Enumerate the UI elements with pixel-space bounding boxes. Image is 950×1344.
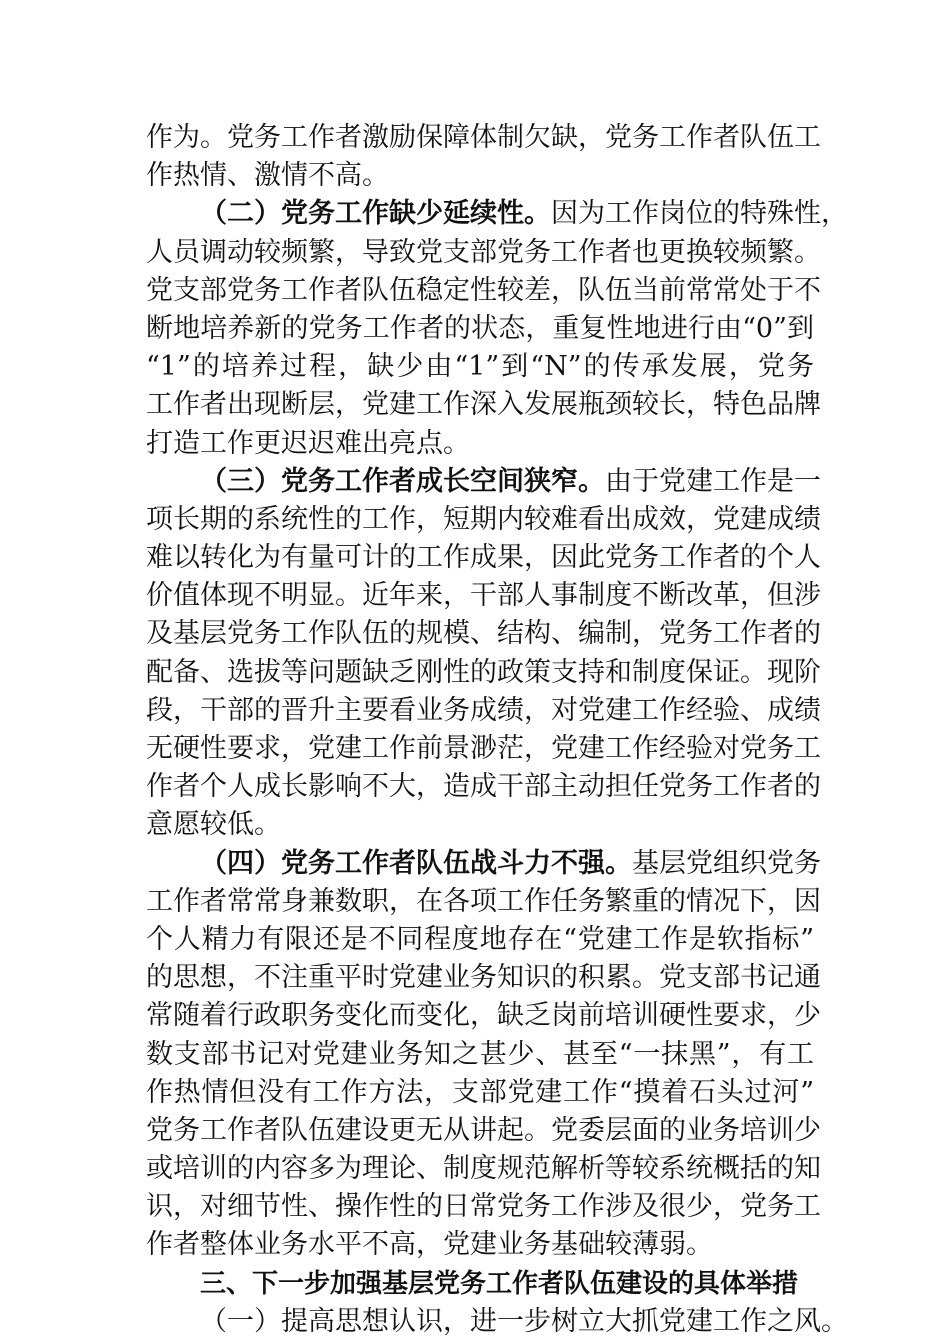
text-line: “1”的培养过程，缺少由“1”到“N”的传承发展，党务 — [146, 351, 814, 383]
text-line: 打造工作更迟迟难出亮点。 — [146, 427, 470, 459]
text-line: 作者整体业务水平不高，党建业务基础较薄弱。 — [146, 1229, 713, 1261]
text-line: 作者个人成长影响不大，造成干部主动担任党务工作者的 — [146, 771, 821, 803]
text-line: 段，干部的晋升主要看业务成绩，对党建工作经验、成绩 — [146, 694, 821, 726]
paragraph-continuation — [146, 119, 821, 195]
paragraph-growth-space — [146, 463, 821, 845]
paragraph-continuity — [146, 195, 848, 462]
text-line: 人员调动较频繁，导致党支部党务工作者也更换较频繁。 — [146, 236, 821, 268]
text-line: 作热情但没有工作方法，支部党建工作“摸着石头过河” — [146, 1076, 814, 1108]
text-line: 意愿较低。 — [146, 809, 281, 841]
paragraph-first-line — [146, 195, 848, 233]
paragraph-heading: （二）党务工作缺少延续性。 — [200, 198, 551, 230]
text-line: 或培训的内容多为理论、制度规范解析等较系统概括的知 — [146, 1153, 821, 1185]
paragraph-heading: （四）党务工作者队伍战斗力不强。 — [200, 847, 632, 879]
text-line: 项长期的系统性的工作，短期内较难看出成效，党建成绩 — [146, 503, 821, 535]
text-line: 党务工作者队伍建设更无从讲起。党委层面的业务培训少 — [146, 1114, 821, 1146]
text-line: 的思想，不注重平时党建业务知识的积累。党支部书记通 — [146, 962, 821, 994]
text-line: 常随着行政职务变化而变化，缺乏岗前培训硬性要求，少 — [146, 1000, 821, 1032]
text-line: 断地培养新的党务工作者的状态，重复性地进行由“0”到 — [146, 312, 814, 344]
text-line: 价值体现不明显。近年来，干部人事制度不断改革，但涉 — [146, 580, 821, 612]
text-line: 识，对细节性、操作性的日常党务工作涉及很少，党务工 — [146, 1191, 821, 1223]
document-page — [146, 119, 848, 1341]
sub-heading: （一）提高思想认识，进一步树立大抓党建工作之风。 — [200, 1305, 848, 1337]
text-line: 党支部党务工作者队伍稳定性较差，队伍当前常常处于不 — [146, 274, 821, 306]
text-line: 个人精力有限还是不同程度地存在“党建工作是软指标” — [146, 923, 814, 955]
text-line: 数支部书记对党建业务知之甚少、甚至“一抹黑”，有工 — [146, 1038, 814, 1070]
text-line: 无硬性要求，党建工作前景渺茫，党建工作经验对党务工 — [146, 733, 821, 764]
paragraph-first-line — [146, 845, 821, 883]
text-line: 作热情、激情不高。 — [146, 160, 389, 192]
text-line: 配备、选拔等问题缺乏刚性的政策支持和制度保证。现阶 — [146, 656, 821, 688]
text-line: 工作者出现断层，党建工作深入发展瓶颈较长，特色品牌 — [146, 389, 821, 421]
text-line: 难以转化为有量可计的工作成果，因此党务工作者的个人 — [146, 542, 821, 574]
text-line: 及基层党务工作队伍的规模、结构、编制，党务工作者的 — [146, 618, 821, 650]
paragraph-heading: （三）党务工作者成长空间狭窄。 — [200, 465, 605, 497]
paragraph-text: 由于党建工作是一 — [605, 465, 821, 497]
text-line: 工作者常常身兼数职，在各项工作任务繁重的情况下，因 — [146, 885, 821, 917]
paragraph-text: 因为工作岗位的特殊性， — [551, 198, 848, 230]
section-heading: 三、下一步加强基层党务工作者队伍建设的具体举措 — [200, 1268, 799, 1299]
paragraph-combat-effectiveness — [146, 845, 821, 1265]
paragraph-text: 基层党组织党务 — [632, 847, 821, 879]
paragraph-first-line — [146, 463, 821, 501]
text-line: 作为。党务工作者激励保障体制欠缺，党务工作者队伍工 — [146, 122, 821, 153]
